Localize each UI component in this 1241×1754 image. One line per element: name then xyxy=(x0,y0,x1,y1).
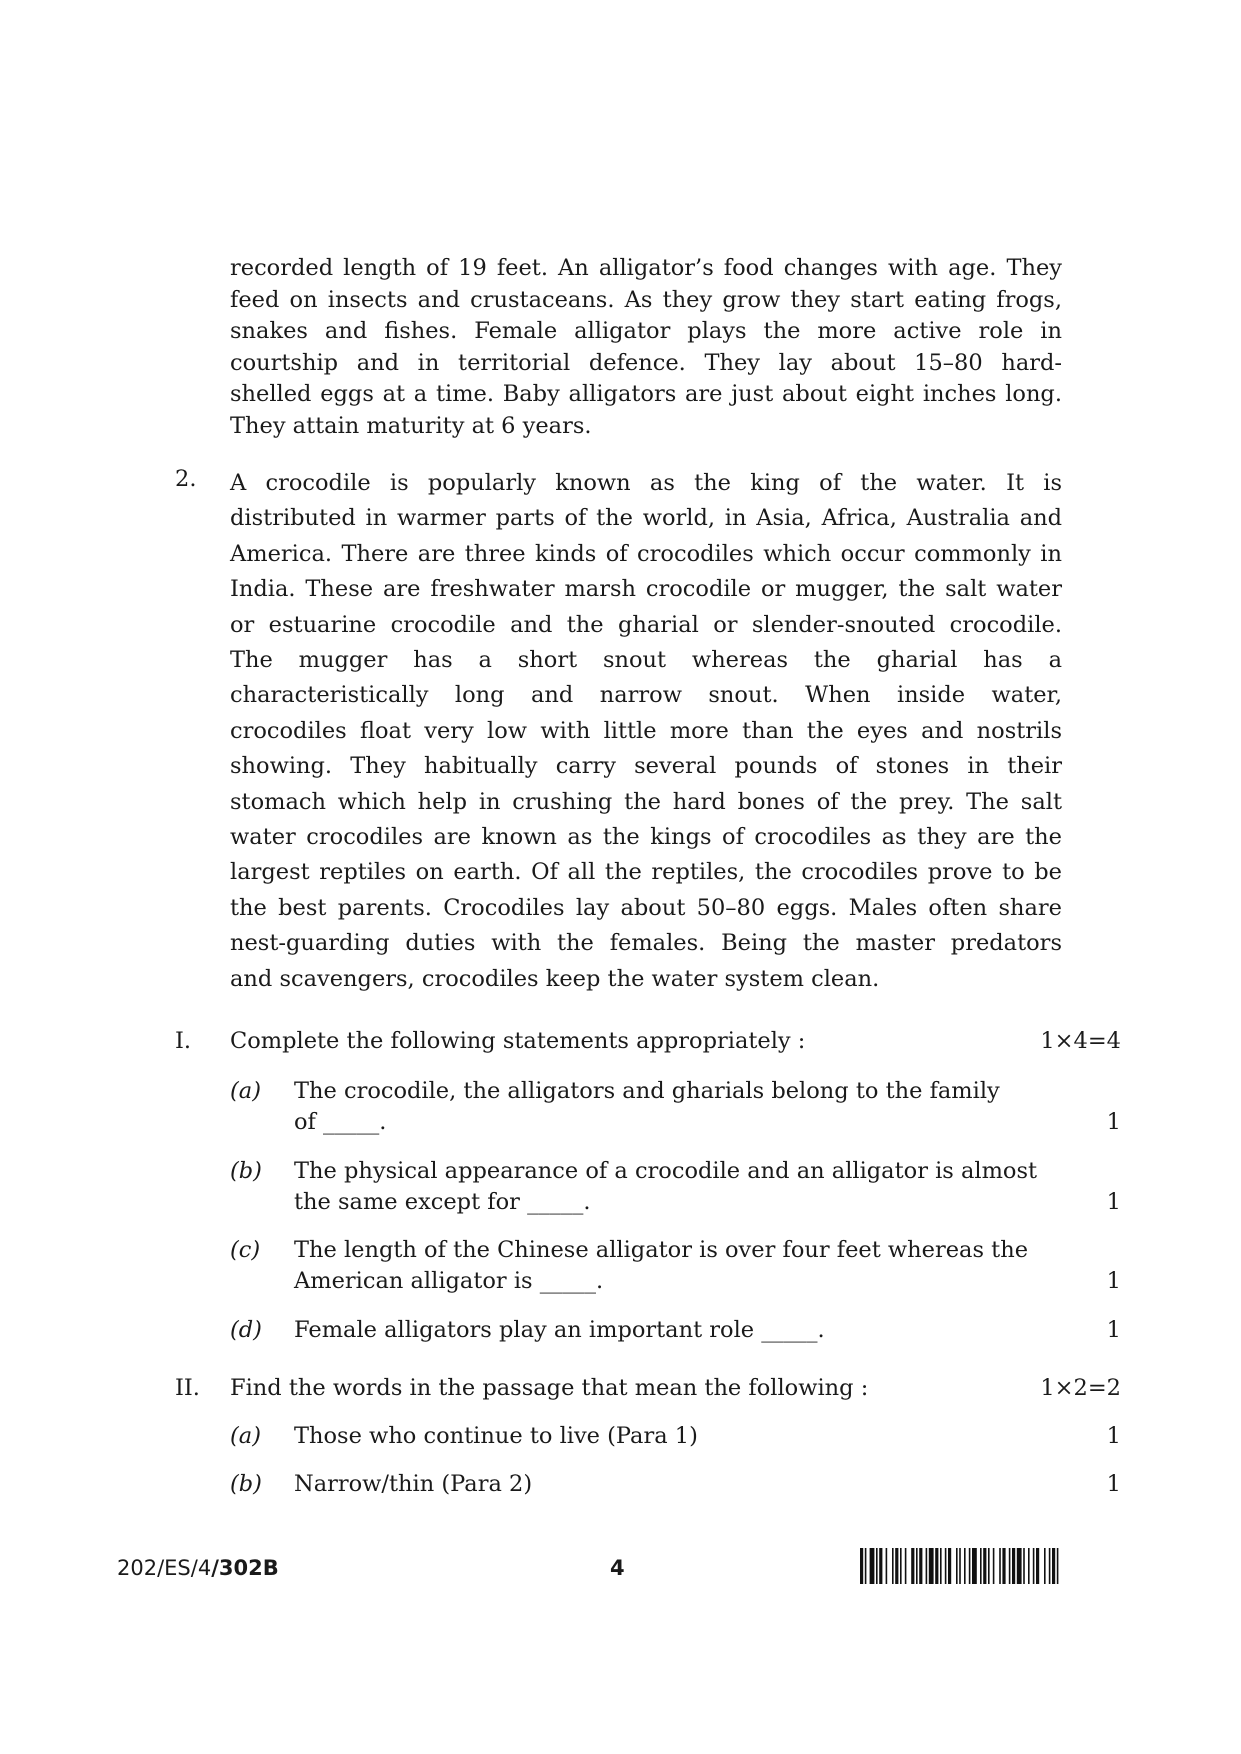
barcode-stripe xyxy=(886,1548,888,1584)
passage-line: snakes and fishes. Female alligator plays the more active role in xyxy=(230,318,1062,345)
item-label: (a) xyxy=(230,1423,261,1449)
barcode-stripe xyxy=(972,1548,977,1584)
item-line: of _____. xyxy=(294,1109,387,1135)
passage1-continuation xyxy=(230,253,1062,443)
item-label: (d) xyxy=(230,1317,262,1343)
passage-line: The mugger has a short snout whereas the gharial has a xyxy=(230,647,1062,674)
item-marks: 1 xyxy=(1106,1109,1121,1135)
passage-line: water crocodiles are known as the kings of crocodiles as they are the xyxy=(230,824,1062,851)
barcode-stripe xyxy=(999,1548,1001,1584)
barcode-stripe xyxy=(988,1548,990,1584)
barcode-stripe xyxy=(1057,1548,1059,1584)
barcode-stripe xyxy=(1012,1548,1015,1584)
barcode-stripe xyxy=(940,1548,942,1584)
barcode-stripe xyxy=(900,1548,902,1584)
passage-line: distributed in warmer parts of the world, in Asia, Africa, Australia and xyxy=(230,505,1062,532)
barcode-stripe xyxy=(1028,1548,1030,1584)
item-marks: 1 xyxy=(1106,1317,1121,1343)
barcode-stripe xyxy=(860,1548,863,1584)
item-label: (c) xyxy=(230,1237,261,1263)
barcode-stripe xyxy=(1052,1548,1055,1584)
passage-line: characteristically long and narrow snout. When inside water, xyxy=(230,682,1062,709)
paper-code-prefix: 202/ES/4 xyxy=(117,1556,212,1580)
item-label: (b) xyxy=(230,1158,262,1184)
question1-item-a xyxy=(294,1076,1062,1138)
barcode-stripe xyxy=(983,1548,986,1584)
passage-line: stomach which help in crushing the hard bones of the prey. The salt xyxy=(230,788,1062,815)
item-line: The crocodile, the alligators and gharials belong to the family xyxy=(294,1078,1000,1104)
paper-code xyxy=(117,1556,279,1580)
barcode-stripe xyxy=(911,1548,914,1584)
barcode-stripe xyxy=(865,1548,867,1584)
item-line: The physical appearance of a crocodile and an alligator is almost xyxy=(294,1158,1038,1184)
barcode-stripe xyxy=(1049,1548,1051,1584)
barcode-stripe xyxy=(980,1548,982,1584)
barcode-stripe xyxy=(929,1548,934,1584)
passage-line: India. These are freshwater marsh crocodile or mugger, the salt water xyxy=(230,576,1062,603)
barcode-stripe xyxy=(1023,1548,1025,1584)
question2-marks: 1×2=2 xyxy=(1040,1375,1121,1401)
barcode-stripe xyxy=(895,1548,898,1584)
page-number: 4 xyxy=(610,1556,625,1580)
passage-line: crocodiles float very low with little more than the eyes and nostrils xyxy=(230,717,1062,744)
barcode-stripe xyxy=(964,1548,966,1584)
barcode xyxy=(860,1548,1120,1584)
barcode-stripe xyxy=(1044,1548,1046,1584)
question1-item-c xyxy=(294,1235,1062,1297)
question1-number: I. xyxy=(175,1028,192,1054)
question2-item-b: Narrow/thin (Para 2) xyxy=(294,1471,533,1497)
item-marks: 1 xyxy=(1106,1423,1121,1449)
passage2-text xyxy=(230,466,1062,997)
passage-line: courtship and in territorial defence. They lay about 15–80 hard- xyxy=(230,349,1062,376)
passage-line: showing. They habitually carry several pounds of stones in their xyxy=(230,753,1062,780)
barcode-stripe xyxy=(956,1548,958,1584)
passage-line: shelled eggs at a time. Baby alligators are just about eight inches long. xyxy=(230,381,1062,408)
barcode-stripe xyxy=(870,1548,875,1584)
barcode-stripe xyxy=(916,1548,918,1584)
item-line: American alligator is _____. xyxy=(294,1268,604,1294)
item-marks: 1 xyxy=(1106,1268,1121,1294)
barcode-stripe xyxy=(935,1548,938,1584)
barcode-stripe xyxy=(993,1548,995,1584)
passage-line: nest-guarding duties with the females. Being the master predators xyxy=(230,930,1062,957)
passage-line: largest reptiles on earth. Of all the reptiles, the crocodiles prove to be xyxy=(230,859,1062,886)
question1-item-d: Female alligators play an important role _____. xyxy=(294,1317,825,1343)
paper-code-bold: /302B xyxy=(211,1556,279,1580)
barcode-stripe xyxy=(969,1548,971,1584)
barcode-stripe xyxy=(945,1548,947,1584)
barcode-stripe xyxy=(926,1548,928,1584)
passage2-number: 2. xyxy=(175,466,197,492)
passage-line: or estuarine crocodile and the gharial or slender-snouted crocodile. xyxy=(230,611,1062,638)
barcode-stripe xyxy=(1033,1548,1035,1584)
barcode-stripe xyxy=(919,1548,922,1584)
passage-line: A crocodile is popularly known as the king of the water. It is xyxy=(230,470,1062,496)
item-label: (b) xyxy=(230,1471,262,1497)
passage-line: the best parents. Crocodiles lay about 50–80 eggs. Males often share xyxy=(230,894,1062,921)
passage-line: America. There are three kinds of crocodiles which occur commonly in xyxy=(230,540,1062,567)
barcode-stripe xyxy=(876,1548,878,1584)
question2-item-a: Those who continue to live (Para 1) xyxy=(294,1423,698,1449)
barcode-stripe xyxy=(948,1548,951,1584)
barcode-stripe xyxy=(1009,1548,1011,1584)
question1-marks: 1×4=4 xyxy=(1040,1028,1121,1054)
passage-line: feed on insects and crustaceans. As they grow they start eating frogs, xyxy=(230,286,1062,313)
barcode-stripe xyxy=(1017,1548,1022,1584)
barcode-stripe xyxy=(905,1548,907,1584)
barcode-stripe xyxy=(879,1548,882,1584)
barcode-stripe xyxy=(1002,1548,1005,1584)
passage-line: They attain maturity at 6 years. xyxy=(230,412,592,439)
barcode-stripe xyxy=(1036,1548,1039,1584)
passage-line: and scavengers, crocodiles keep the water system clean. xyxy=(230,965,880,992)
item-label: (a) xyxy=(230,1078,261,1104)
item-line: the same except for _____. xyxy=(294,1189,591,1215)
item-marks: 1 xyxy=(1106,1471,1121,1497)
barcode-stripe xyxy=(892,1548,894,1584)
question2-text: Find the words in the passage that mean the following : xyxy=(230,1375,869,1401)
question2-number: II. xyxy=(175,1375,200,1401)
item-line: The length of the Chinese alligator is over four feet whereas the xyxy=(294,1237,1029,1263)
question1-text: Complete the following statements appropriately : xyxy=(230,1028,806,1054)
barcode-stripe xyxy=(959,1548,961,1584)
passage-line: recorded length of 19 feet. An alligator’s food changes with age. They xyxy=(230,255,1062,281)
item-marks: 1 xyxy=(1106,1189,1121,1215)
question1-item-b xyxy=(294,1156,1062,1218)
